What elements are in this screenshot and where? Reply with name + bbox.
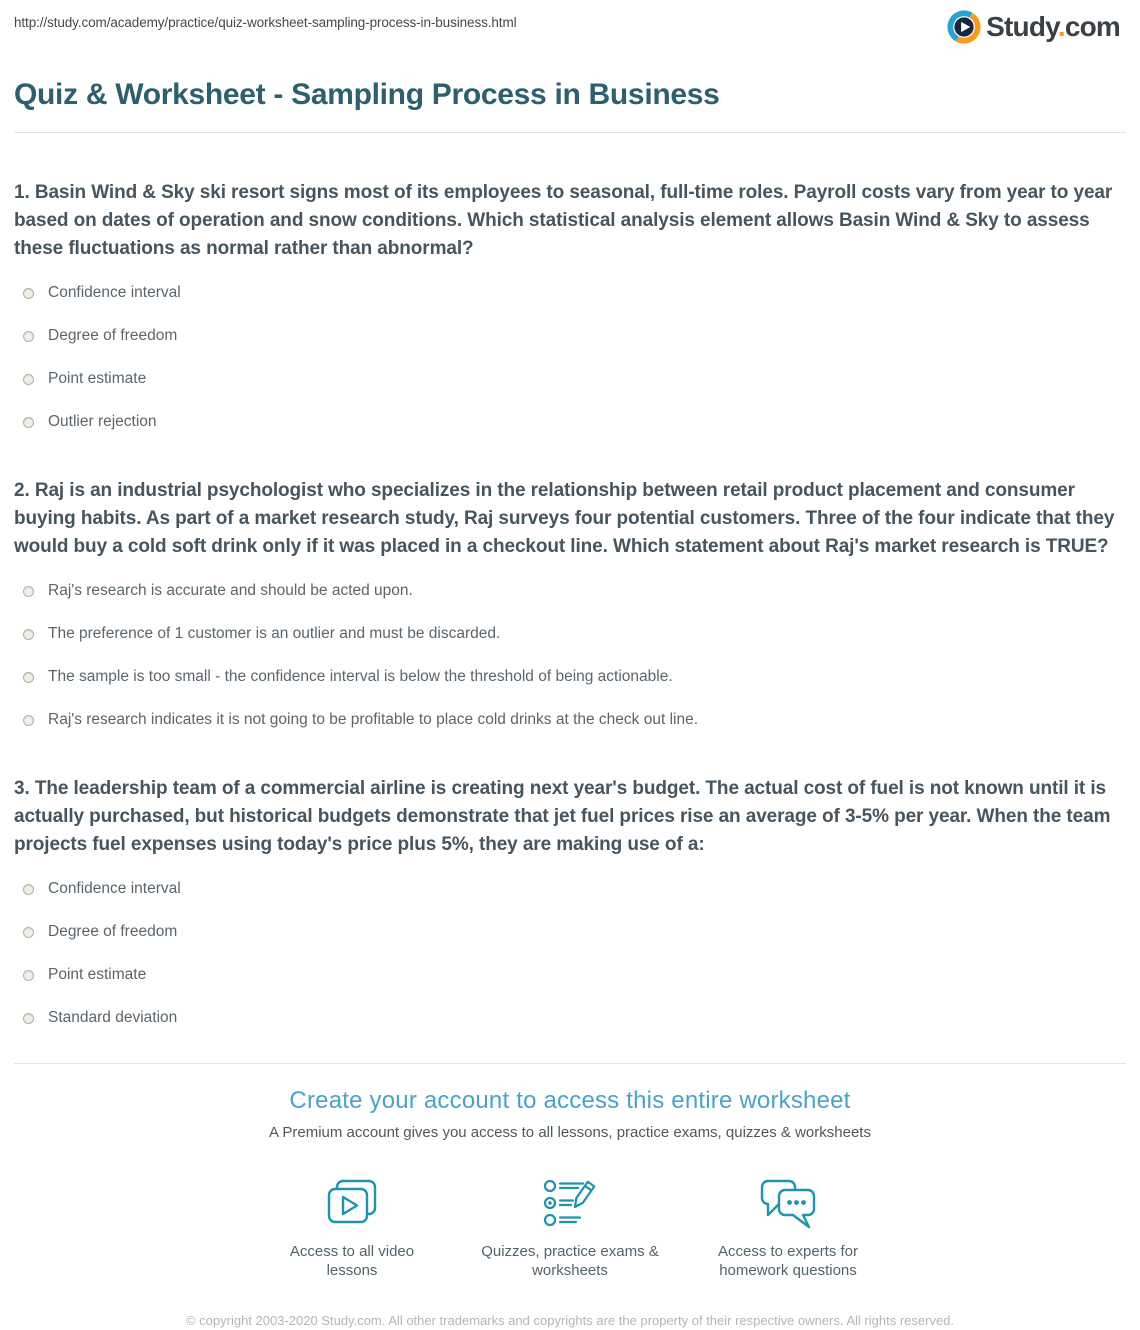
feature-list bbox=[14, 1173, 1126, 1280]
radio-button[interactable] bbox=[23, 586, 34, 597]
option-label: Raj's research indicates it is not going to be profitable to place cold drinks at the check out line. bbox=[48, 711, 699, 728]
feature-quizzes-worksheets bbox=[461, 1173, 679, 1280]
radio-button[interactable] bbox=[23, 927, 34, 938]
quizzes-worksheets-icon bbox=[461, 1173, 679, 1231]
options-list bbox=[14, 582, 1126, 729]
feature-label: Access to all video lessons bbox=[289, 1243, 415, 1279]
answer-option[interactable] bbox=[14, 668, 1126, 686]
feature-video-lessons bbox=[243, 1173, 461, 1280]
answer-option[interactable] bbox=[14, 284, 1126, 302]
option-label: The preference of 1 customer is an outlier and must be discarded. bbox=[48, 625, 501, 642]
answer-option[interactable] bbox=[14, 1009, 1126, 1027]
radio-button[interactable] bbox=[23, 374, 34, 385]
radio-button[interactable] bbox=[23, 629, 34, 640]
radio-button[interactable] bbox=[23, 1013, 34, 1024]
options-list bbox=[14, 880, 1126, 1027]
divider bbox=[14, 1063, 1126, 1064]
option-label: Confidence interval bbox=[48, 284, 181, 301]
answer-option[interactable] bbox=[14, 327, 1126, 345]
question-text: 1. Basin Wind & Sky ski resort signs most of its employees to seasonal, full-time roles. Payroll costs vary from year to year based on dates of operation and snow conditions. Which statistical analysis element allows Basin Wind & Sky to assess these fluctuations as normal rather than abnormal? bbox=[14, 182, 1113, 259]
question-text: 2. Raj is an industrial psychologist who specializes in the relationship between retail product placement and consumer buying habits. As part of a market research study, Raj surveys four potential customers. Three of the four indicate that they would buy a cold soft drink only if it was placed in a checkout line. Which statement about Raj's market research is TRUE? bbox=[14, 480, 1115, 557]
radio-button[interactable] bbox=[23, 970, 34, 981]
question-block-3 bbox=[14, 775, 1126, 1027]
page-title: Quiz & Worksheet - Sampling Process in Business bbox=[14, 78, 720, 111]
question-text: 3. The leadership team of a commercial airline is creating next year's budget. The actual cost of fuel is not known until it is actually purchased, but historical budgets demonstrate that jet fuel prices rise an average of 3-5% per year. When the team projects fuel expenses using today's price plus 5%, they are making use of a: bbox=[14, 778, 1111, 855]
cta-subheading: A Premium account gives you access to all lessons, practice exams, quizzes & worksheets bbox=[269, 1124, 871, 1141]
page-url: http://study.com/academy/practice/quiz-worksheet-sampling-process-in-business.html bbox=[14, 15, 517, 30]
divider bbox=[14, 132, 1126, 133]
radio-button[interactable] bbox=[23, 417, 34, 428]
radio-button[interactable] bbox=[23, 715, 34, 726]
question-block-2 bbox=[14, 477, 1126, 729]
answer-option[interactable] bbox=[14, 923, 1126, 941]
option-label: Outlier rejection bbox=[48, 413, 157, 430]
studycom-logo bbox=[947, 10, 1120, 44]
answer-option[interactable] bbox=[14, 711, 1126, 729]
radio-button[interactable] bbox=[23, 884, 34, 895]
option-label: Standard deviation bbox=[48, 1009, 178, 1026]
option-label: Raj's research is accurate and should be acted upon. bbox=[48, 582, 413, 599]
header bbox=[14, 0, 1126, 44]
option-label: Confidence interval bbox=[48, 880, 181, 897]
answer-option[interactable] bbox=[14, 880, 1126, 898]
radio-button[interactable] bbox=[23, 672, 34, 683]
options-list bbox=[14, 284, 1126, 431]
radio-button[interactable] bbox=[23, 288, 34, 299]
studycom-logo-icon bbox=[947, 10, 981, 44]
logo-dot: . bbox=[1057, 11, 1065, 42]
option-label: Degree of freedom bbox=[48, 923, 178, 940]
answer-option[interactable] bbox=[14, 966, 1126, 984]
studycom-logo-text: Study.com bbox=[986, 11, 1120, 42]
answer-option[interactable] bbox=[14, 625, 1126, 643]
answer-option[interactable] bbox=[14, 582, 1126, 600]
radio-button[interactable] bbox=[23, 331, 34, 342]
answer-option[interactable] bbox=[14, 370, 1126, 388]
cta-heading[interactable]: Create your account to access this entire worksheet bbox=[289, 1087, 851, 1114]
option-label: Degree of freedom bbox=[48, 327, 178, 344]
chat-experts-icon bbox=[679, 1173, 897, 1231]
video-lessons-icon bbox=[243, 1173, 461, 1231]
option-label: Point estimate bbox=[48, 966, 147, 983]
question-block-1 bbox=[14, 179, 1126, 431]
option-label: Point estimate bbox=[48, 370, 147, 387]
feature-label: Quizzes, practice exams & worksheets bbox=[481, 1243, 659, 1279]
option-label: The sample is too small - the confidence interval is below the threshold of being actionable. bbox=[48, 668, 673, 685]
answer-option[interactable] bbox=[14, 413, 1126, 431]
cta-section bbox=[14, 1087, 1126, 1280]
feature-homework-experts bbox=[679, 1173, 897, 1280]
copyright-notice: © copyright 2003-2020 Study.com. All other trademarks and copyrights are the property of their respective owners. All rights reserved. bbox=[185, 1313, 955, 1328]
feature-label: Access to experts for homework questions bbox=[717, 1243, 859, 1279]
